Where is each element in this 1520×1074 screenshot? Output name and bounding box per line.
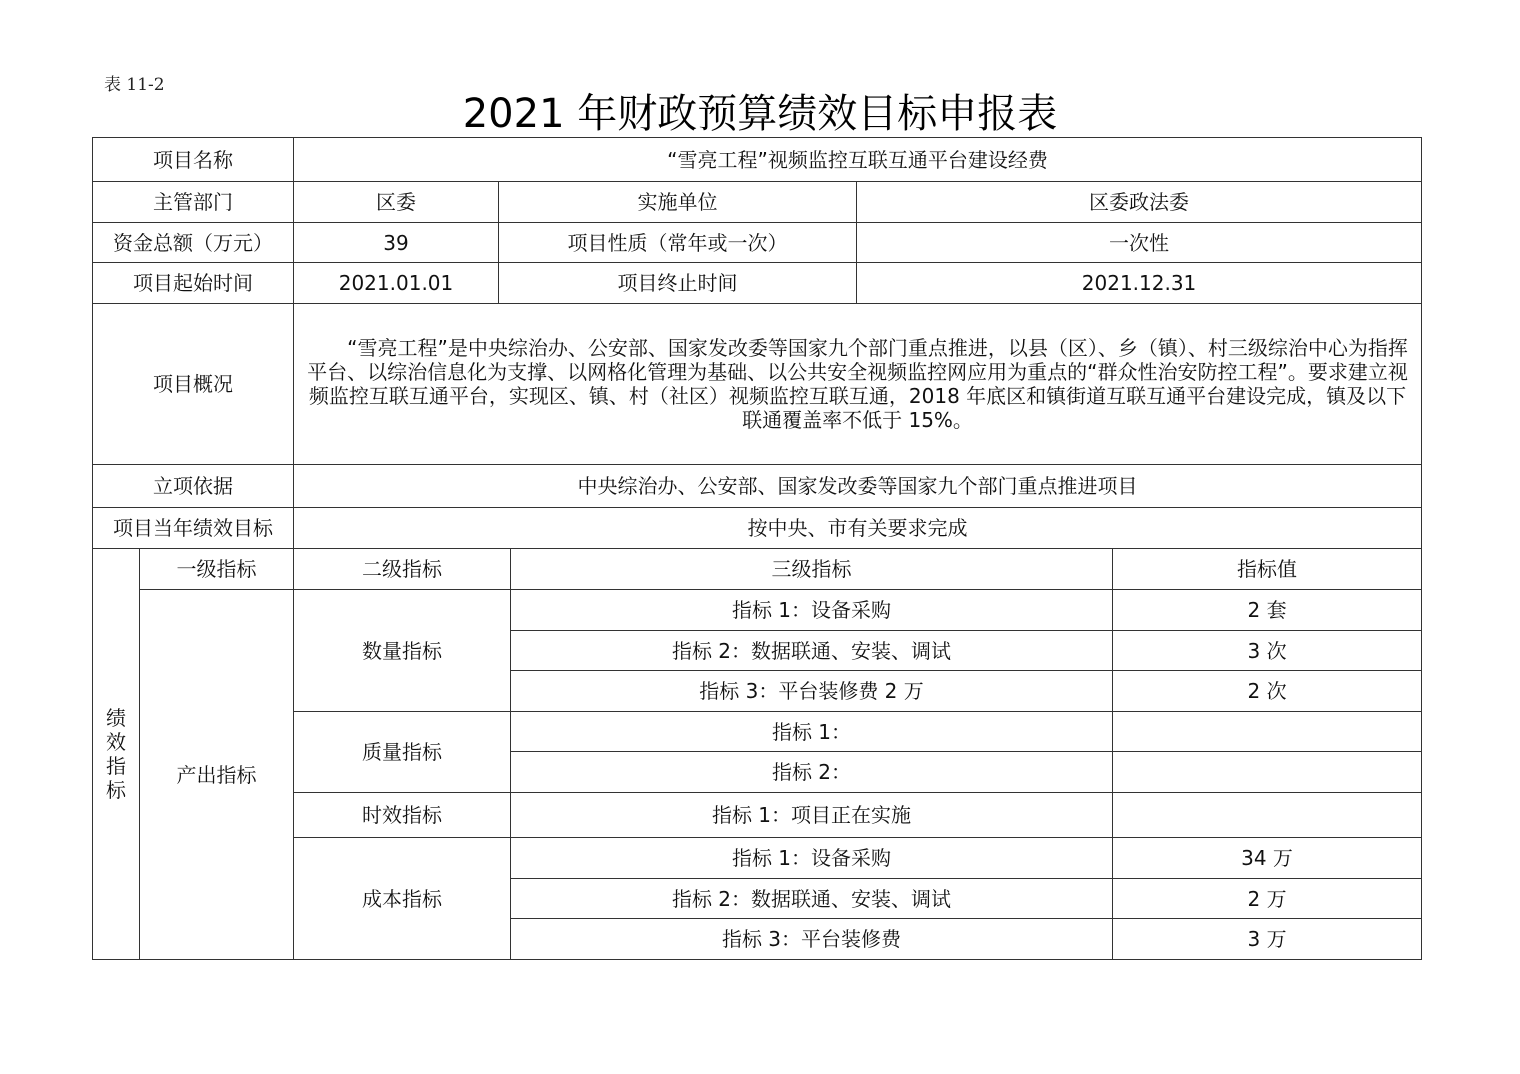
indicator-value: [1113, 752, 1422, 793]
indicator-name: 指标 3：平台装修费 2 万: [511, 671, 1113, 712]
project-name-label: 项目名称: [93, 138, 294, 182]
indicator-name: 指标 2：数据联通、安装、调试: [511, 879, 1113, 919]
indicator-value: 2 次: [1113, 671, 1422, 712]
row-department: [93, 182, 1422, 223]
table-row: [93, 590, 1422, 631]
indicator-value: [1113, 793, 1422, 838]
project-nature-value: 一次性: [857, 223, 1422, 263]
department-value: 区委: [294, 182, 499, 223]
annual-goal-value: 按中央、市有关要求完成: [294, 508, 1422, 549]
quality-indicator-label: 质量指标: [294, 712, 511, 793]
project-nature-label: 项目性质（常年或一次）: [499, 223, 857, 263]
start-time-value: 2021.01.01: [294, 263, 499, 304]
indicator-name: 指标 1：项目正在实施: [511, 793, 1113, 838]
annual-goal-label: 项目当年绩效目标: [93, 508, 294, 549]
timeliness-indicator-label: 时效指标: [294, 793, 511, 838]
row-project-name: [93, 138, 1422, 182]
fund-total-value: 39: [294, 223, 499, 263]
indicator-name: 指标 2：: [511, 752, 1113, 793]
row-annual-goal: [93, 508, 1422, 549]
row-overview: [93, 304, 1422, 465]
overview-text: “雪亮工程”是中央综治办、公安部、国家发改委等国家九个部门重点推进，以县（区）、乡（镇）、村三级综治中心为指挥平台、以综治信息化为支撑、以网格化管理为基础、以公共安全视频监控网应用为重点的“群众性治安防控工程”。要求建立视频监控互联互通平台，实现区、镇、村（社区）视频监控互联互通，2018 年底区和镇街道互联互通平台建设完成，镇及以下联通覆盖率不低于 15%。: [294, 304, 1422, 465]
end-time-value: 2021.12.31: [857, 263, 1422, 304]
fund-total-label: 资金总额（万元）: [93, 223, 294, 263]
indicator-name: 指标 2：数据联通、安装、调试: [511, 631, 1113, 671]
overview-label: 项目概况: [93, 304, 294, 465]
quantity-indicator-label: 数量指标: [294, 590, 511, 712]
header-level1: 一级指标: [140, 549, 294, 590]
indicator-value: 34 万: [1113, 838, 1422, 879]
indicator-name: 指标 1：设备采购: [511, 838, 1113, 879]
header-value: 指标值: [1113, 549, 1422, 590]
basis-value: 中央综治办、公安部、国家发改委等国家九个部门重点推进项目: [294, 465, 1422, 508]
page-title: 2021 年财政预算绩效目标申报表: [462, 91, 1058, 137]
indicator-value: 3 万: [1113, 919, 1422, 960]
implementing-unit-value: 区委政法委: [857, 182, 1422, 223]
performance-indicators-label: 绩 效 指 标: [93, 549, 140, 960]
row-timeframe: [93, 263, 1422, 304]
table-number: 表 11-2: [104, 75, 165, 95]
basis-label: 立项依据: [93, 465, 294, 508]
row-indicator-headers: [93, 549, 1422, 590]
cost-indicator-label: 成本指标: [294, 838, 511, 960]
end-time-label: 项目终止时间: [499, 263, 857, 304]
indicator-value: [1113, 712, 1422, 752]
header-level3: 三级指标: [511, 549, 1113, 590]
row-basis: [93, 465, 1422, 508]
indicator-name: 指标 1：: [511, 712, 1113, 752]
indicator-value: 2 万: [1113, 879, 1422, 919]
header-level2: 二级指标: [294, 549, 511, 590]
indicator-value: 2 套: [1113, 590, 1422, 631]
indicator-name: 指标 3：平台装修费: [511, 919, 1113, 960]
indicator-value: 3 次: [1113, 631, 1422, 671]
output-indicator-label: 产出指标: [140, 590, 294, 960]
row-funding: [93, 223, 1422, 263]
department-label: 主管部门: [93, 182, 294, 223]
project-name-value: “雪亮工程”视频监控互联互通平台建设经费: [294, 138, 1422, 182]
indicator-name: 指标 1：设备采购: [511, 590, 1113, 631]
implementing-unit-label: 实施单位: [499, 182, 857, 223]
start-time-label: 项目起始时间: [93, 263, 294, 304]
performance-target-table: [92, 137, 1422, 960]
